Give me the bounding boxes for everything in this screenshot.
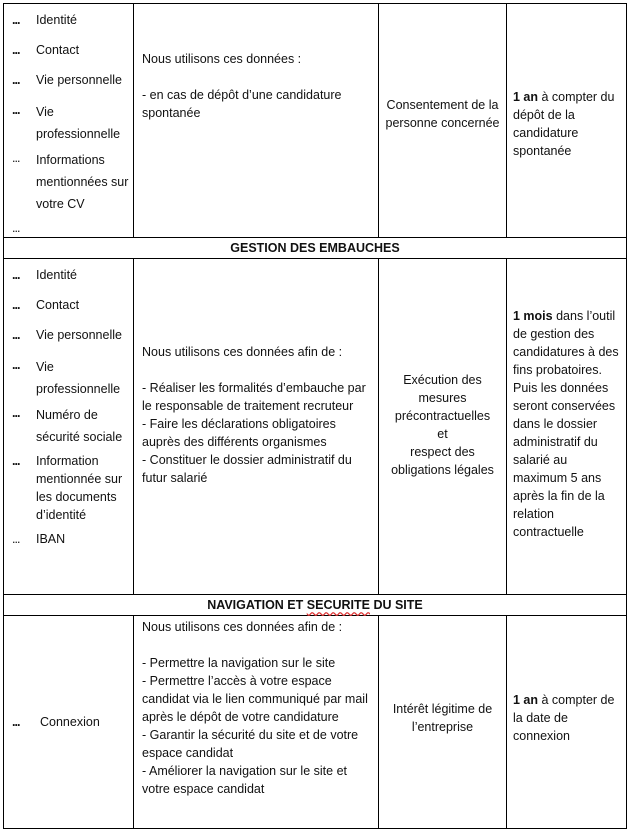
- category-label: Identité: [36, 13, 78, 27]
- bullet-icon: ...: [12, 151, 20, 165]
- data-processing-table: [3, 3, 627, 829]
- purpose-item: - Améliorer la navigation sur le site et votre espace candidat: [142, 764, 347, 796]
- section-title-part: SECURITE: [306, 598, 370, 612]
- data-categories-cell: [4, 4, 134, 238]
- category-label: Vie professionnelle: [36, 360, 121, 396]
- retention-cell: [507, 259, 627, 595]
- legal-basis-cell: Consentement de la personne concernée: [378, 4, 506, 238]
- bullet-icon: ...: [12, 13, 20, 27]
- bullet-icon: ...: [12, 268, 20, 282]
- retention-detail-2: Puis les données seront conservées dans le dossier administratif du salarié au maximum 5 ans après la fin de la relation contractuelle: [513, 380, 616, 539]
- list-item: [4, 326, 133, 344]
- list-item: [4, 266, 133, 284]
- section-header-row: [4, 595, 627, 616]
- category-label: Vie personnelle: [36, 328, 122, 342]
- purpose-item: - Garantir la sécurité du site et de votre espace candidat: [142, 728, 359, 760]
- legal-basis-line: et: [437, 426, 448, 441]
- category-label: Connexion: [40, 715, 100, 729]
- section-title-part: DU SITE: [369, 598, 423, 612]
- purpose-item: - Constituer le dossier administratif du futur salarié: [142, 452, 352, 485]
- retention-detail: à compter de la date de connexion: [513, 693, 615, 743]
- list-item: [4, 101, 133, 145]
- purpose-cell: [134, 616, 379, 829]
- purpose-item: - Permettre l’accès à votre espace candidat via le lien communiqué par mail après le dépôt de votre candidature: [142, 674, 368, 724]
- table-row: [4, 616, 627, 829]
- purpose-intro: Nous utilisons ces données :: [142, 52, 302, 66]
- section-header-row: [4, 238, 627, 259]
- list-item: [4, 452, 133, 524]
- list-item: [4, 404, 133, 448]
- legal-basis-cell: [378, 259, 506, 595]
- bullet-icon: ...: [12, 358, 20, 372]
- section-title-gestion: GESTION DES EMBAUCHES: [4, 238, 627, 259]
- category-label: Contact: [36, 43, 80, 57]
- table-row: [4, 259, 627, 595]
- data-categories-cell: [4, 616, 134, 829]
- category-label: Numéro de sécurité sociale: [36, 408, 123, 444]
- category-label: Contact: [36, 298, 80, 312]
- bullet-icon: ...: [12, 103, 20, 117]
- bullet-icon: ...: [12, 715, 20, 729]
- legal-basis-line: Exécution des mesures précontractuelles: [394, 372, 491, 423]
- bullet-icon: ...: [12, 532, 20, 546]
- list-item: [4, 713, 133, 731]
- data-categories-cell: [4, 259, 134, 595]
- purpose-cell: [134, 259, 379, 595]
- retention-detail: dans l’outil de gestion des candidatures à des fins probatoires.: [513, 308, 619, 377]
- bullet-icon: ...: [12, 454, 20, 468]
- table-row: [4, 4, 627, 238]
- legal-basis-cell: Intérêt légitime de l’entreprise: [378, 616, 506, 829]
- purpose-item: - Permettre la navigation sur le site: [142, 656, 336, 670]
- category-label: Vie professionnelle: [36, 105, 121, 141]
- purpose-intro: Nous utilisons ces données afin de :: [142, 620, 343, 634]
- list-item: [4, 149, 133, 215]
- list-item: [4, 530, 133, 548]
- category-label: Informations mentionnées sur votre CV: [36, 153, 129, 211]
- list-item: [4, 71, 133, 89]
- purpose-cell: [134, 4, 379, 238]
- list-item: [4, 41, 133, 59]
- retention-period: 1 an: [513, 693, 539, 707]
- retention-period: 1 mois: [513, 308, 553, 323]
- bullet-icon: ...: [12, 298, 20, 312]
- list-item: [4, 219, 133, 237]
- list-item: [4, 296, 133, 314]
- retention-cell: [507, 4, 627, 238]
- category-label: Information mentionnée sur les documents d’identité: [36, 454, 123, 522]
- purpose-item: - en cas de dépôt d’une candidature spontanée: [142, 88, 342, 120]
- category-label: Vie personnelle: [36, 73, 122, 87]
- bullet-icon: ...: [12, 43, 20, 57]
- legal-basis-line: respect des obligations légales: [391, 444, 494, 477]
- list-item: [4, 11, 133, 29]
- bullet-icon: ...: [12, 221, 20, 235]
- bullet-icon: ...: [12, 406, 20, 420]
- purpose-item: - Réaliser les formalités d’embauche par le responsable de traitement recruteur: [142, 380, 366, 413]
- category-label: Identité: [36, 268, 78, 282]
- list-item: [4, 356, 133, 400]
- section-title-navigation: [4, 595, 627, 616]
- purpose-item: - Faire les déclarations obligatoires auprès des différents organismes: [142, 416, 336, 449]
- section-title-part: NAVIGATION ET: [207, 598, 307, 612]
- bullet-icon: ...: [12, 328, 20, 342]
- retention-detail: à compter du dépôt de la candidature spontanée: [513, 90, 615, 158]
- category-label: IBAN: [36, 532, 66, 546]
- retention-cell: [507, 616, 627, 829]
- bullet-icon: ...: [12, 73, 20, 87]
- purpose-intro: Nous utilisons ces données afin de :: [142, 344, 343, 359]
- retention-period: 1 an: [513, 90, 539, 104]
